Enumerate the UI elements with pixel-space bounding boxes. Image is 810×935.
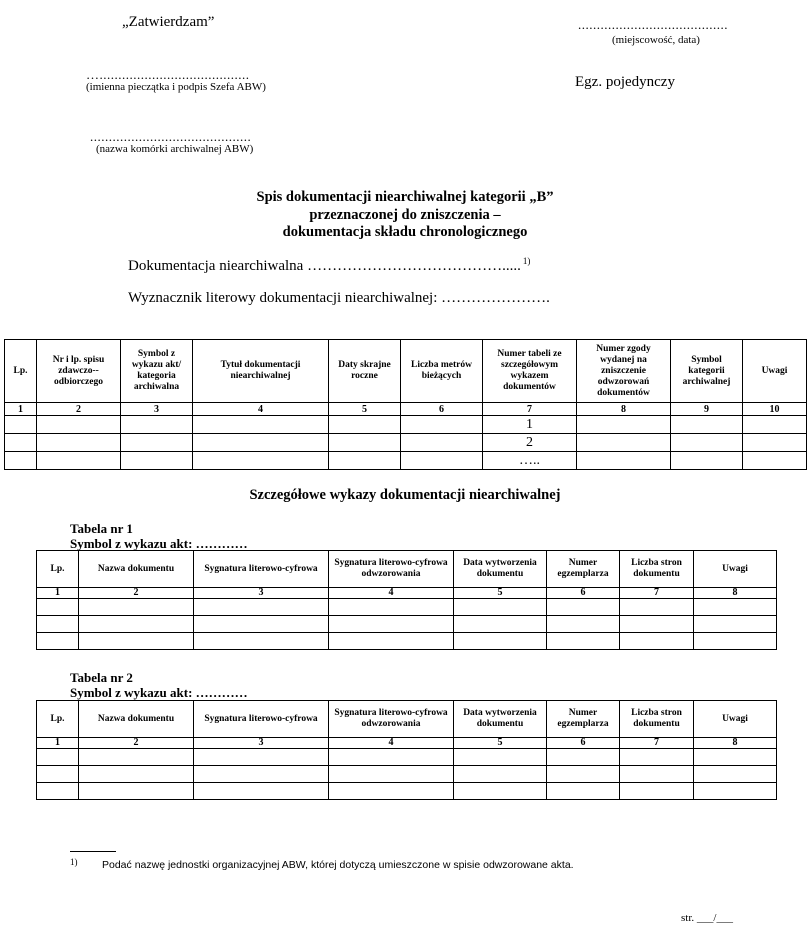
header-cell: Numer egzemplarza xyxy=(547,701,620,738)
table-cell xyxy=(329,434,401,452)
stamp-signature-label: (imienna pieczątka i podpis Szefa ABW) xyxy=(86,81,266,93)
column-number: 4 xyxy=(329,738,454,749)
table-row xyxy=(37,616,777,633)
column-number: 6 xyxy=(401,403,483,416)
table-cell xyxy=(743,416,807,434)
table-cell xyxy=(329,452,401,470)
table-row xyxy=(37,633,777,650)
column-number: 5 xyxy=(329,403,401,416)
table-row xyxy=(5,416,807,434)
table-cell xyxy=(193,434,329,452)
column-number: 6 xyxy=(547,738,620,749)
table-cell xyxy=(401,452,483,470)
document-title-line-3: dokumentacja składu chronologicznego xyxy=(282,224,528,240)
table-cell xyxy=(671,434,743,452)
documentation-field-text: Dokumentacja niearchiwalna …………………………………..... xyxy=(128,258,521,274)
header-cell: Data wytworzenia dokumentu xyxy=(454,551,547,588)
column-number-row xyxy=(37,738,777,749)
footnote-text: Podać nazwę jednostki organizacyjnej ABW, której dotyczą umieszczone w spisie odwzorowane akta. xyxy=(102,859,574,871)
document-title-line-2: przeznaczonej do zniszczenia – xyxy=(309,207,501,223)
table-2-header-row xyxy=(37,701,777,738)
header-cell: Lp. xyxy=(37,551,79,588)
column-number: 5 xyxy=(454,588,547,599)
column-number: 8 xyxy=(577,403,671,416)
column-number: 8 xyxy=(694,738,777,749)
table-cell xyxy=(193,416,329,434)
header-cell: Liczba stron dokumentu xyxy=(620,701,694,738)
column-number: 1 xyxy=(5,403,37,416)
place-date-label: (miejscowość, data) xyxy=(612,34,700,46)
header-cell: Tytuł dokumentacji niearchiwalnej xyxy=(193,340,329,403)
header-cell: Uwagi xyxy=(694,701,777,738)
main-table-header-row xyxy=(5,340,807,403)
column-number: 4 xyxy=(193,403,329,416)
detail-table-1 xyxy=(36,550,777,650)
column-number: 3 xyxy=(194,738,329,749)
column-number-row xyxy=(37,588,777,599)
header-cell: Nazwa dokumentu xyxy=(79,701,194,738)
header-cell: Numer tabeli ze szczegółowym wykazem dokumentów xyxy=(483,340,577,403)
table-cell xyxy=(121,416,193,434)
table-cell xyxy=(577,452,671,470)
column-number: 5 xyxy=(454,738,547,749)
section-title: Szczegółowe wykazy dokumentacji niearchiwalnej xyxy=(249,487,561,503)
table-cell xyxy=(37,434,121,452)
column-number: 1 xyxy=(37,738,79,749)
column-number: 9 xyxy=(671,403,743,416)
column-number: 7 xyxy=(483,403,577,416)
header-cell: Lp. xyxy=(37,701,79,738)
table-cell xyxy=(121,452,193,470)
table-row xyxy=(37,599,777,616)
table-cell xyxy=(577,434,671,452)
column-number: 7 xyxy=(620,588,694,599)
table-row xyxy=(5,452,807,470)
table-cell: ….. xyxy=(483,452,577,470)
table-cell xyxy=(671,452,743,470)
table-cell: 2 xyxy=(483,434,577,452)
column-number: 3 xyxy=(121,403,193,416)
table-1-symbol: Symbol z wykazu akt: ………… xyxy=(70,536,248,551)
table-cell xyxy=(401,416,483,434)
page-number: str. ___/___ xyxy=(681,912,733,924)
header-cell: Uwagi xyxy=(694,551,777,588)
table-1-label: Tabela nr 1 xyxy=(70,521,133,536)
approval-heading: „Zatwierdzam” xyxy=(122,14,215,30)
header-cell: Symbol kategorii archiwalnej xyxy=(671,340,743,403)
column-number: 4 xyxy=(329,588,454,599)
place-date-field: ........................................ xyxy=(578,17,728,32)
table-cell xyxy=(401,434,483,452)
header-cell: Numer egzemplarza xyxy=(547,551,620,588)
footnote-separator xyxy=(70,851,116,852)
table-row xyxy=(37,749,777,766)
letter-designation-field: Wyznacznik literowy dokumentacji niearchiwalnej: …………………. xyxy=(128,290,550,306)
table-cell xyxy=(5,434,37,452)
header-cell: Uwagi xyxy=(743,340,807,403)
column-number: 10 xyxy=(743,403,807,416)
column-number: 2 xyxy=(79,738,194,749)
table-cell xyxy=(121,434,193,452)
table-cell xyxy=(743,434,807,452)
document-title-line-1: Spis dokumentacji niearchiwalnej kategorii „B” xyxy=(256,189,554,205)
header-cell: Nr i lp. spisu zdawczo--odbiorczego xyxy=(37,340,121,403)
header-cell: Lp. xyxy=(5,340,37,403)
archive-unit-field: ........................................... xyxy=(90,129,252,144)
table-cell xyxy=(5,452,37,470)
detail-table-2 xyxy=(36,700,777,800)
copy-note: Egz. pojedynczy xyxy=(575,74,675,90)
header-cell: Nazwa dokumentu xyxy=(79,551,194,588)
header-cell: Daty skrajne roczne xyxy=(329,340,401,403)
header-cell: Liczba stron dokumentu xyxy=(620,551,694,588)
column-number: 8 xyxy=(694,588,777,599)
header-cell: Data wytworzenia dokumentu xyxy=(454,701,547,738)
table-cell xyxy=(5,416,37,434)
footnote-reference: 1) xyxy=(522,256,531,266)
table-cell xyxy=(743,452,807,470)
archive-unit-label: (nazwa komórki archiwalnej ABW) xyxy=(96,143,254,155)
table-cell xyxy=(37,416,121,434)
header-cell: Sygnatura literowo-cyfrowa xyxy=(194,551,329,588)
column-number: 3 xyxy=(194,588,329,599)
table-row xyxy=(37,783,777,800)
table-2-label: Tabela nr 2 xyxy=(70,670,133,685)
table-cell xyxy=(329,416,401,434)
header-cell: Sygnatura literowo-cyfrowa xyxy=(194,701,329,738)
header-cell: Sygnatura literowo-cyfrowa odwzorowania xyxy=(329,701,454,738)
documentation-field xyxy=(128,256,530,275)
header-cell: Liczba metrów bieżących xyxy=(401,340,483,403)
table-row xyxy=(5,434,807,452)
header-cell: Symbol z wykazu akt/ kategoria archiwalna xyxy=(121,340,193,403)
table-cell xyxy=(671,416,743,434)
header-cell: Sygnatura literowo-cyfrowa odwzorowania xyxy=(329,551,454,588)
table-row xyxy=(37,766,777,783)
table-cell xyxy=(577,416,671,434)
footnote-mark: 1) xyxy=(70,857,78,867)
table-1-header-row xyxy=(37,551,777,588)
stamp-signature-field: …........................................ xyxy=(86,67,250,82)
main-table xyxy=(4,339,807,470)
column-number-row xyxy=(5,403,807,416)
table-2-symbol: Symbol z wykazu akt: ………… xyxy=(70,685,248,700)
header-cell: Numer zgody wydanej na zniszczenie odwzorowań dokumentów xyxy=(577,340,671,403)
column-number: 7 xyxy=(620,738,694,749)
table-cell: 1 xyxy=(483,416,577,434)
table-cell xyxy=(37,452,121,470)
column-number: 2 xyxy=(79,588,194,599)
column-number: 2 xyxy=(37,403,121,416)
column-number: 1 xyxy=(37,588,79,599)
table-cell xyxy=(193,452,329,470)
column-number: 6 xyxy=(547,588,620,599)
